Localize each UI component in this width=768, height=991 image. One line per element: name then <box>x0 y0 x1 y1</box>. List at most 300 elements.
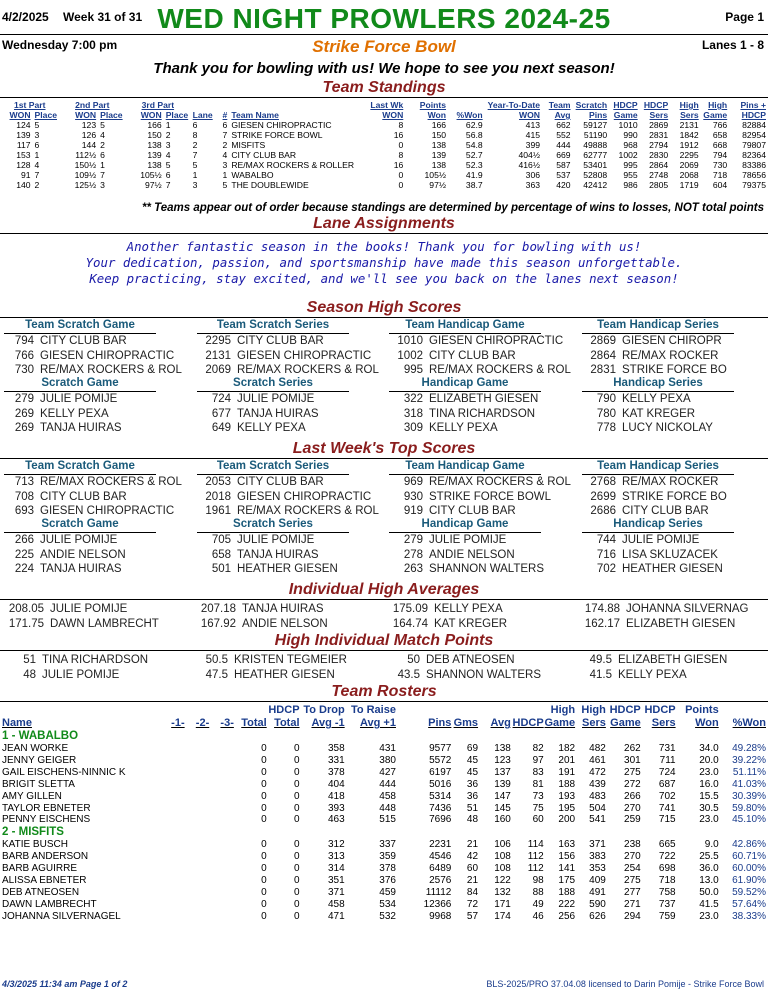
standings-cell: 2831 <box>649 130 669 140</box>
standings-cell: 5 <box>165 160 171 170</box>
team-score-entry <box>389 504 516 519</box>
game-score-empty <box>158 851 185 863</box>
leader-name: JULIE POMIJE <box>50 603 128 615</box>
team-score-entry <box>4 475 182 490</box>
hdr-pctwon: %Won <box>456 110 483 120</box>
standings-cell: 126 <box>81 130 97 140</box>
rh-pctwon: %Won <box>732 717 766 729</box>
standings-cell: 139 <box>431 150 447 160</box>
standings-cell: 3 <box>165 140 171 150</box>
section-team-rosters: Team Rosters <box>331 683 437 700</box>
score-value: 693 <box>14 505 34 517</box>
score-value: 766 <box>14 349 34 362</box>
score-value: 266 <box>14 534 34 546</box>
roster-cell: 294 <box>624 910 641 922</box>
leader-value: 167.92 <box>200 617 236 630</box>
roster-cell: 23.0 <box>699 814 719 826</box>
roster-cell: 12366 <box>423 898 452 910</box>
standings-cell: 82364 <box>742 150 766 160</box>
score-holder: STRIKE FORCE BOWL <box>429 490 552 503</box>
roster-cell: 60.71% <box>732 851 766 863</box>
roster-cell: 188 <box>558 886 576 898</box>
standings-body <box>0 120 768 190</box>
roster-cell: 9.0 <box>704 839 719 851</box>
game-score-empty <box>158 779 185 791</box>
team-score-entry <box>4 334 127 349</box>
hdr-lastwk-top: Last Wk <box>370 100 404 110</box>
rh-gms: Gms <box>453 717 479 729</box>
leader-entry <box>194 653 347 668</box>
score-value: 224 <box>14 563 34 575</box>
roster-cell: 88 <box>532 886 544 898</box>
standings-cell: 82954 <box>742 130 766 140</box>
roster-cell: 45.10% <box>732 814 766 826</box>
standings-cell: 7 <box>192 150 198 160</box>
standings-cell: 51190 <box>583 130 608 140</box>
score-value: 279 <box>403 534 423 546</box>
standings-row <box>0 170 768 180</box>
game-score-empty <box>158 887 185 899</box>
score-value: 2768 <box>590 476 616 488</box>
rh-todrop-top: To Drop <box>303 704 345 716</box>
standings-cell: 794 <box>712 150 728 160</box>
standings-cell: 138 <box>147 160 162 170</box>
season-high-rule <box>0 317 768 318</box>
roster-cell: 122 <box>494 875 511 887</box>
score-value: 790 <box>596 393 616 405</box>
standings-cell: 56.8 <box>465 130 483 140</box>
player-name: BARB AGUIRRE <box>2 863 78 875</box>
roster-cell: 163 <box>558 839 576 851</box>
roster-cell: 59.52% <box>732 886 766 898</box>
standings-cell: MISFITS <box>231 140 266 150</box>
roster-cell: 534 <box>379 898 396 910</box>
standings-cell: 5 <box>192 160 198 170</box>
score-value: 278 <box>403 548 423 561</box>
hdr-points-top: Points <box>419 100 447 110</box>
standings-cell: 138 <box>431 160 447 170</box>
score-holder: GIESEN CHIROPRACTIC <box>40 349 175 362</box>
standings-cell: 2830 <box>649 150 669 160</box>
standings-cell: 306 <box>525 170 541 180</box>
hdr-team-name: Team Name <box>231 110 279 120</box>
individual-score-entry <box>4 421 122 436</box>
leader-value: 47.5 <box>205 668 228 681</box>
roster-cell: 427 <box>379 766 396 778</box>
team-score-entry <box>197 334 324 349</box>
score-value: 2069 <box>205 364 231 376</box>
standings-row <box>0 140 768 150</box>
roster-cell: 60.00% <box>732 863 766 875</box>
standings-row <box>0 160 768 170</box>
hdr-game: Game <box>613 110 638 120</box>
score-holder: RE/MAX ROCKERS & ROL <box>40 476 182 488</box>
hdr-pinshdcp: HDCP <box>741 110 766 120</box>
score-holder: HEATHER GIESEN <box>622 563 723 575</box>
roster-cell: 69 <box>466 743 479 754</box>
score-value: 2831 <box>590 364 616 376</box>
rh-hdg: Game <box>610 717 641 729</box>
score-value: 1010 <box>397 335 423 347</box>
roster-cell: 195 <box>558 802 576 814</box>
game-score-empty <box>185 791 210 803</box>
player-name: JOHANNA SILVERNAGEL <box>2 910 121 922</box>
leader-value: 51 <box>23 654 36 666</box>
high-match-rule <box>0 650 768 651</box>
individual-score-entry <box>582 421 713 436</box>
standings-cell: 420 <box>556 180 571 190</box>
score-holder: TANJA HUIRAS <box>237 407 319 420</box>
hdr-p1-place: Place <box>34 110 58 120</box>
leader-name: JOHANNA SILVERNAG <box>626 603 749 615</box>
roster-cell: 472 <box>589 766 606 778</box>
roster-cell: 687 <box>658 778 676 790</box>
player-name: DAWN LAMBRECHT <box>2 898 97 910</box>
leader-value: 174.88 <box>584 603 620 615</box>
team-score-title: Team Scratch Series <box>216 460 330 472</box>
roster-cell: 0 <box>261 898 267 910</box>
game-score-empty <box>185 911 210 923</box>
team-score-entry <box>197 363 379 378</box>
hdr-high-top: High <box>679 100 699 110</box>
roster-cell: 156 <box>558 851 576 863</box>
score-value: 322 <box>403 393 423 405</box>
roster-cell: 0 <box>261 814 267 826</box>
roster-cell: 731 <box>658 743 676 754</box>
standings-cell: 2805 <box>649 180 669 190</box>
roster-cell: 46 <box>532 910 544 922</box>
standings-cell: 150½ <box>74 160 97 170</box>
leader-name: DAWN LAMBRECHT <box>50 617 159 630</box>
leader-entry <box>194 668 335 683</box>
roster-cell: 41.5 <box>699 898 719 910</box>
score-holder: KELLY PEXA <box>237 422 306 434</box>
roster-team-name: 1 - WABALBO <box>2 730 79 742</box>
roster-cell: 141 <box>558 863 576 875</box>
standings-cell: 658 <box>712 130 728 140</box>
roster-cell: 188 <box>558 778 576 790</box>
standings-cell: 123 <box>81 120 97 130</box>
hdr-p2-won: WON <box>75 110 97 120</box>
individual-score-entry <box>4 562 122 577</box>
score-holder: GIESEN CHIROPR <box>622 335 722 347</box>
standings-cell: 97½ <box>429 180 447 190</box>
team-score-entry <box>389 349 516 364</box>
standings-cell: 1002 <box>618 150 638 160</box>
standings-header <box>0 110 768 120</box>
game-score-empty <box>158 743 185 755</box>
roster-cell: 0 <box>293 754 300 766</box>
standings-cell: 399 <box>525 140 541 150</box>
roster-cell: 0 <box>293 790 300 802</box>
standings-cell: 4 <box>165 150 171 160</box>
roster-cell: 36 <box>466 778 479 790</box>
team-score-title: Team Handicap Game <box>405 460 525 472</box>
hdr-part1: 1st Part <box>13 100 46 110</box>
standings-row <box>0 120 768 130</box>
roster-header <box>2 717 766 730</box>
hdr-part2: 2nd Part <box>75 100 110 110</box>
rh-pins: Pins <box>428 717 452 729</box>
roster-player-row <box>2 851 766 863</box>
standings-cell: 124 <box>16 120 31 130</box>
individual-score-title: Scratch Game <box>41 377 119 389</box>
standings-cell: 1 <box>222 170 228 180</box>
leader-entry <box>2 668 119 683</box>
roster-team-name: 2 - MISFITS <box>2 826 64 839</box>
individual-score-entry <box>197 407 319 422</box>
team-score-entry <box>389 363 571 378</box>
standings-cell: 0 <box>398 170 404 180</box>
leader-entry <box>578 668 687 683</box>
roster-player-row <box>2 839 766 851</box>
team-score-entry <box>4 504 174 519</box>
roster-cell: 718 <box>658 875 676 887</box>
standings-cell: 52.3 <box>465 160 483 170</box>
standings-cell: 38.7 <box>465 180 483 190</box>
standings-cell: 552 <box>556 130 571 140</box>
leader-name: KELLY PEXA <box>434 603 503 615</box>
roster-cell: 191 <box>558 766 576 778</box>
standings-rule <box>0 97 768 98</box>
report-date: 4/2/2025 <box>2 10 49 24</box>
rh-hg: Game <box>544 717 576 729</box>
rh-hdcp-top: HDCP <box>268 704 300 716</box>
team-score-entry <box>389 490 551 505</box>
standings-cell: 416½ <box>518 160 541 170</box>
roster-cell: 45 <box>466 766 479 778</box>
standings-cell: 144 <box>81 140 97 150</box>
roster-cell: 175 <box>558 875 576 887</box>
standings-cell: 105½ <box>140 170 162 180</box>
standings-cell: THE DOUBLEWIDE <box>231 180 309 190</box>
score-holder: JULIE POMIJE <box>237 534 315 546</box>
roster-cell: 59.80% <box>732 802 766 814</box>
score-holder: RE/MAX ROCKERS & ROL <box>429 364 571 376</box>
roster-cell: 383 <box>589 851 606 863</box>
score-value: 501 <box>211 563 231 575</box>
rh-hdcp: HDCP <box>512 717 544 729</box>
standings-cell: 0 <box>398 180 404 190</box>
standings-cell: 604 <box>712 180 728 190</box>
roster-cell: 9968 <box>429 910 452 922</box>
roster-cell: 238 <box>624 839 641 851</box>
leader-entry <box>386 668 541 683</box>
roster-cell: 0 <box>293 766 300 778</box>
leader-name: ELIZABETH GIESEN <box>618 654 728 666</box>
individual-score-title: Scratch Series <box>233 518 313 530</box>
standings-cell: 83386 <box>742 160 766 170</box>
roster-cell: 6489 <box>429 863 452 875</box>
score-holder: JULIE POMIJE <box>429 534 507 546</box>
roster-cell: 9577 <box>429 743 452 754</box>
hdr-hgame: Game <box>703 110 728 120</box>
day-time: Wednesday 7:00 pm <box>2 38 118 52</box>
roster-cell: 36 <box>466 790 479 802</box>
individual-score-entry <box>197 548 319 563</box>
lane-rule <box>0 233 768 234</box>
standings-cell: 2068 <box>679 170 699 180</box>
standings-cell: 3 <box>100 180 105 190</box>
roster-cell: 6197 <box>429 766 452 778</box>
score-holder: RE/MAX ROCKERS & ROL <box>237 364 379 376</box>
standings-cell: 413 <box>525 120 541 130</box>
score-value: 2131 <box>205 349 231 362</box>
score-value: 780 <box>596 407 616 420</box>
roster-cell: 0 <box>293 875 300 887</box>
roster-cell: 41.03% <box>732 778 766 790</box>
score-value: 309 <box>403 422 423 434</box>
roster-cell: 49.28% <box>732 743 766 754</box>
team-score-entry <box>582 490 727 505</box>
score-holder: TANJA HUIRAS <box>40 563 122 575</box>
header-rule <box>0 34 768 35</box>
game-score-empty <box>185 863 210 875</box>
roster-cell: 145 <box>494 802 511 814</box>
leader-entry <box>194 617 328 632</box>
roster-player-row <box>2 863 766 875</box>
rh-hg-top: High <box>550 704 576 716</box>
roster-cell: 711 <box>659 754 676 766</box>
standings-cell: 16 <box>393 160 404 170</box>
player-name: TAYLOR EBNETER <box>2 802 91 814</box>
standings-cell: 79375 <box>742 180 766 190</box>
standings-cell: 1 <box>192 170 198 180</box>
standings-header-top <box>0 100 768 110</box>
roster-cell: 337 <box>379 839 396 851</box>
leader-value: 49.5 <box>589 654 612 666</box>
score-value: 702 <box>596 563 616 575</box>
individual-score-entry <box>582 392 691 407</box>
player-name: DEB ATNEOSEN <box>2 886 80 898</box>
score-value: 2295 <box>205 335 231 347</box>
leader-value: 164.74 <box>392 617 428 630</box>
score-value: 2699 <box>590 490 616 503</box>
roster-player-row <box>2 875 766 887</box>
standings-cell: 7 <box>222 130 228 140</box>
standings-cell: 668 <box>712 140 728 150</box>
team-score-entry <box>582 363 727 378</box>
leader-name: SHANNON WALTERS <box>426 668 542 681</box>
roster-cell: 106 <box>494 839 511 851</box>
standings-cell: 537 <box>556 170 571 180</box>
standings-cell: RE/MAX ROCKERS & ROLLER <box>231 160 355 170</box>
standings-cell: 16 <box>393 130 404 140</box>
roster-cell: 418 <box>327 790 345 802</box>
rh-name: Name <box>2 717 32 729</box>
standings-cell: 0 <box>398 140 404 150</box>
hdr-num: # <box>222 110 228 120</box>
team-score-entry <box>197 475 324 490</box>
game-score-empty <box>209 755 234 767</box>
roster-cell: 0 <box>293 778 300 790</box>
leader-entry <box>386 602 503 617</box>
roster-cell: 20.0 <box>699 754 719 766</box>
roster-cell: 259 <box>624 814 641 826</box>
score-value: 318 <box>403 407 423 420</box>
standings-cell: 62777 <box>583 150 608 160</box>
score-holder: RE/MAX ROCKER <box>622 476 719 488</box>
roster-cell: 461 <box>589 754 606 766</box>
standings-cell: 105½ <box>424 170 447 180</box>
roster-cell: 0 <box>293 851 300 863</box>
leader-name: HEATHER GIESEN <box>234 668 335 681</box>
roster-cell: 0 <box>261 778 267 790</box>
leader-entry <box>2 602 127 617</box>
standings-cell: 2864 <box>649 160 669 170</box>
score-holder: GIESEN CHIROPRACTIC <box>237 490 372 503</box>
score-value: 2053 <box>205 476 231 488</box>
standings-cell: 2 <box>222 140 228 150</box>
hdr-p3-won: WON <box>140 110 162 120</box>
standings-cell: 2 <box>34 180 40 190</box>
standings-cell: 5 <box>222 180 228 190</box>
score-value: 279 <box>14 393 34 405</box>
roster-cell: 123 <box>494 754 511 766</box>
leader-name: TINA RICHARDSON <box>42 654 149 666</box>
roster-cell: 458 <box>327 898 345 910</box>
score-value: 658 <box>211 548 231 561</box>
roster-cell: 471 <box>327 910 345 922</box>
roster-cell: 42 <box>466 851 479 863</box>
hdr-p2-place: Place <box>100 110 123 120</box>
team-score-entry <box>582 475 719 490</box>
individual-score-entry <box>389 392 538 407</box>
roster-cell: 444 <box>379 778 396 790</box>
roster-cell: 21 <box>466 875 479 887</box>
standings-table <box>0 100 768 190</box>
roster-cell: 72 <box>466 898 479 910</box>
roster-cell: 272 <box>624 778 641 790</box>
standings-cell: CITY CLUB BAR <box>231 150 297 160</box>
roster-cell: 0 <box>261 743 267 754</box>
roster-cell: 0 <box>261 839 267 851</box>
individual-score-entry <box>582 548 718 563</box>
score-holder: JULIE POMIJE <box>40 534 118 546</box>
rh-pts: Won <box>695 717 719 729</box>
roster-cell: 459 <box>379 886 396 898</box>
roster-cell: 16.0 <box>699 778 719 790</box>
standings-cell: 1912 <box>679 140 699 150</box>
roster-team-row <box>2 730 766 743</box>
bowling-center: Strike Force Bowl <box>312 37 456 56</box>
roster-cell: 83 <box>532 766 544 778</box>
roster-cell: 0 <box>293 839 300 851</box>
roster-cell: 0 <box>293 886 300 898</box>
hdr-scratch-top: Scratch <box>575 100 608 110</box>
roster-player-row <box>2 791 766 803</box>
roster-cell: 11112 <box>425 886 452 898</box>
score-holder: TANJA HUIRAS <box>40 422 122 434</box>
high-avg-rule <box>0 599 768 600</box>
score-value: 677 <box>211 407 231 420</box>
standings-cell: 140 <box>16 180 31 190</box>
leader-name: KRISTEN TEGMEIER <box>234 654 347 666</box>
game-score-empty <box>185 851 210 863</box>
rh-avg: Avg <box>490 717 511 729</box>
standings-cell: 153 <box>16 150 31 160</box>
standings-cell: 1 <box>165 120 171 130</box>
roster-cell: 301 <box>624 754 641 766</box>
standings-row <box>0 180 768 190</box>
score-value: 778 <box>596 422 616 434</box>
team-score-entry <box>582 334 722 349</box>
score-holder: KELLY PEXA <box>40 407 109 420</box>
team-score-entry <box>582 349 719 364</box>
roster-cell: 30.39% <box>732 790 766 802</box>
roster-cell: 0 <box>261 863 267 875</box>
score-value: 2869 <box>590 335 616 347</box>
